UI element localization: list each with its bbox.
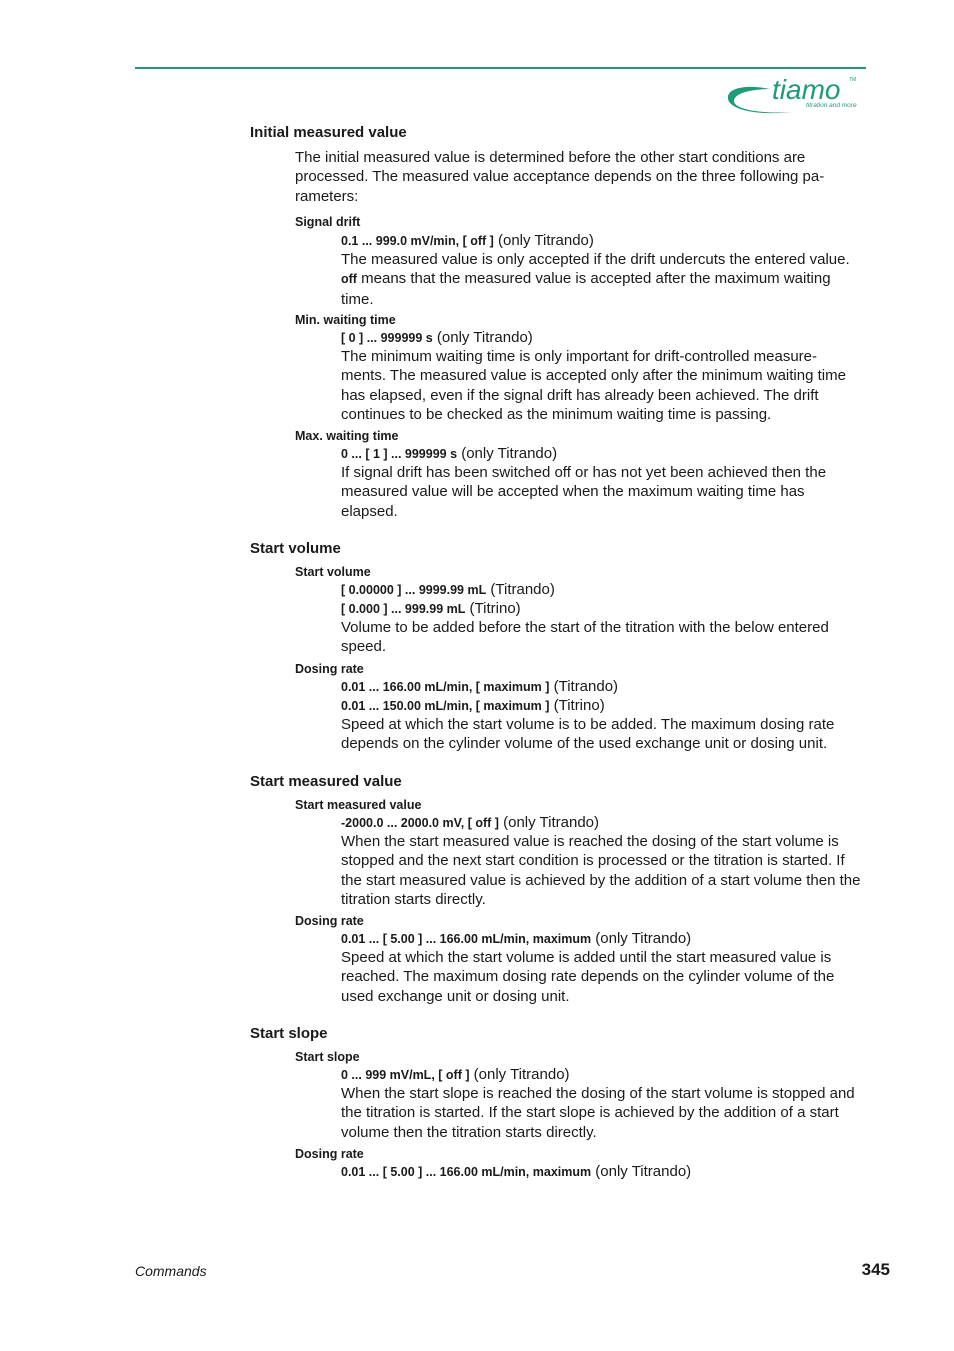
range-start-measured-value [341, 813, 599, 833]
desc-start-slope: When the start slope is reached the dosing of the start volume is stopped and the titration is started. If the start slope is achieved by the addition of a start volume then the titration starts directly. [341, 1085, 855, 1141]
heading-start-volume: Start volume [250, 540, 341, 557]
label-dosing-rate: Dosing rate [295, 1147, 364, 1161]
range-value: 0.1 ... 999.0 mV/min, [ off ] [341, 234, 494, 248]
range-value: 0 ... [ 1 ] ... 999999 s [341, 447, 458, 461]
range-start-slope [341, 1065, 570, 1085]
label-start-volume: Start volume [295, 565, 371, 579]
range-note: (only Titrando) [469, 1066, 570, 1083]
range-note: (only Titrando) [591, 930, 692, 947]
range-value: 0 ... 999 mV/mL, [ off ] [341, 1068, 470, 1082]
range-note: (only Titrando) [457, 445, 558, 462]
off-keyword: off [341, 272, 357, 287]
range-min-waiting-time [341, 328, 533, 348]
range-note: (only Titrando) [432, 329, 533, 346]
label-start-slope: Start slope [295, 1050, 360, 1064]
range-note: (Titrando) [549, 678, 619, 695]
label-max-waiting-time: Max. waiting time [295, 429, 399, 443]
heading-initial-measured-value: Initial measured value [250, 124, 407, 141]
label-start-measured-value: Start measured value [295, 798, 422, 812]
logo-tagline: titration and more [806, 102, 857, 109]
label-min-waiting-time: Min. waiting time [295, 313, 396, 327]
desc-start-measured-value: When the start measured value is reached the dosing of the start volume is stopped and the next start condition is processed or the titration is started. If the start measured value is achieved by the addition of a start volume then the titration starts directly. [341, 833, 861, 909]
range-start-volume-titrando [341, 580, 555, 600]
desc-max-waiting-time: If signal drift has been switched off or has not yet been achieved then the measured value will be accepted when the maximum waiting time has elapsed. [341, 464, 827, 520]
range-note: (Titrando) [486, 581, 555, 598]
desc-dosing-rate: Speed at which the start volume is added until the start measured value is reached. The maximum dosing rate depends on the cylinder volume of the used exchange unit or dosing unit. [341, 949, 835, 1005]
heading-start-slope: Start slope [250, 1025, 328, 1042]
range-max-waiting-time [341, 444, 557, 464]
range-start-volume-titrino [341, 599, 521, 619]
page-number: 345 [861, 1260, 890, 1279]
desc-dosing-rate: Speed at which the start volume is to be added. The maximum dosing rate depends on the cylinder volume of the used exchange unit or dosing unit. [341, 716, 835, 753]
range-note: (Titrino) [465, 600, 521, 617]
label-dosing-rate: Dosing rate [295, 914, 364, 928]
heading-start-measured-value: Start measured value [250, 773, 402, 790]
range-note: (only Titrando) [498, 814, 599, 831]
footer-section-name: Commands [135, 1263, 207, 1279]
desc-start-volume: Volume to be added before the start of the titration with the below entered speed. [341, 619, 829, 656]
range-value: [ 0 ] ... 999999 s [341, 331, 433, 345]
range-note: (only Titrando) [591, 1163, 692, 1180]
label-signal-drift: Signal drift [295, 215, 361, 229]
range-note: (Titrino) [549, 697, 605, 714]
logo-trademark: TM [849, 77, 857, 83]
range-value: [ 0.00000 ] ... 9999.99 mL [341, 583, 487, 597]
intro-paragraph: The initial measured value is determined before the other start conditions are processed. The measured value acceptance depends on the three following pa-rameters: [295, 149, 825, 205]
range-value: -2000.0 ... 2000.0 mV, [ off ] [341, 816, 499, 830]
range-note: (only Titrando) [493, 232, 594, 249]
header-rule [135, 67, 866, 69]
range-dosing-rate [341, 1162, 691, 1182]
desc-text: The measured value is only accepted if the drift undercuts the entered value. [341, 251, 850, 268]
desc-text: means that the measured value is accepted after the maximum waiting time. [341, 270, 831, 308]
range-dosing-rate-titrando [341, 677, 618, 697]
label-dosing-rate: Dosing rate [295, 662, 364, 676]
range-signal-drift [341, 231, 594, 251]
desc-min-waiting-time: The minimum waiting time is only important for drift-controlled measure-ments. The measured value is accepted only after the minimum waiting time has elapsed, even if the signal drift has already been achieved. The drift continues to be checked as the minimum waiting time is passing. [341, 348, 846, 424]
desc-signal-drift [341, 250, 861, 309]
tiamo-logo [724, 72, 869, 118]
range-value: 0.01 ... [ 5.00 ] ... 166.00 mL/min, maximum [341, 932, 592, 946]
range-value: [ 0.000 ] ... 999.99 mL [341, 602, 466, 616]
range-dosing-rate [341, 929, 691, 949]
range-value: 0.01 ... 150.00 mL/min, [ maximum ] [341, 699, 550, 713]
range-value: 0.01 ... [ 5.00 ] ... 166.00 mL/min, maximum [341, 1165, 592, 1179]
range-value: 0.01 ... 166.00 mL/min, [ maximum ] [341, 680, 550, 694]
logo-wordmark: tiamo [772, 74, 841, 105]
range-dosing-rate-titrino [341, 696, 605, 716]
